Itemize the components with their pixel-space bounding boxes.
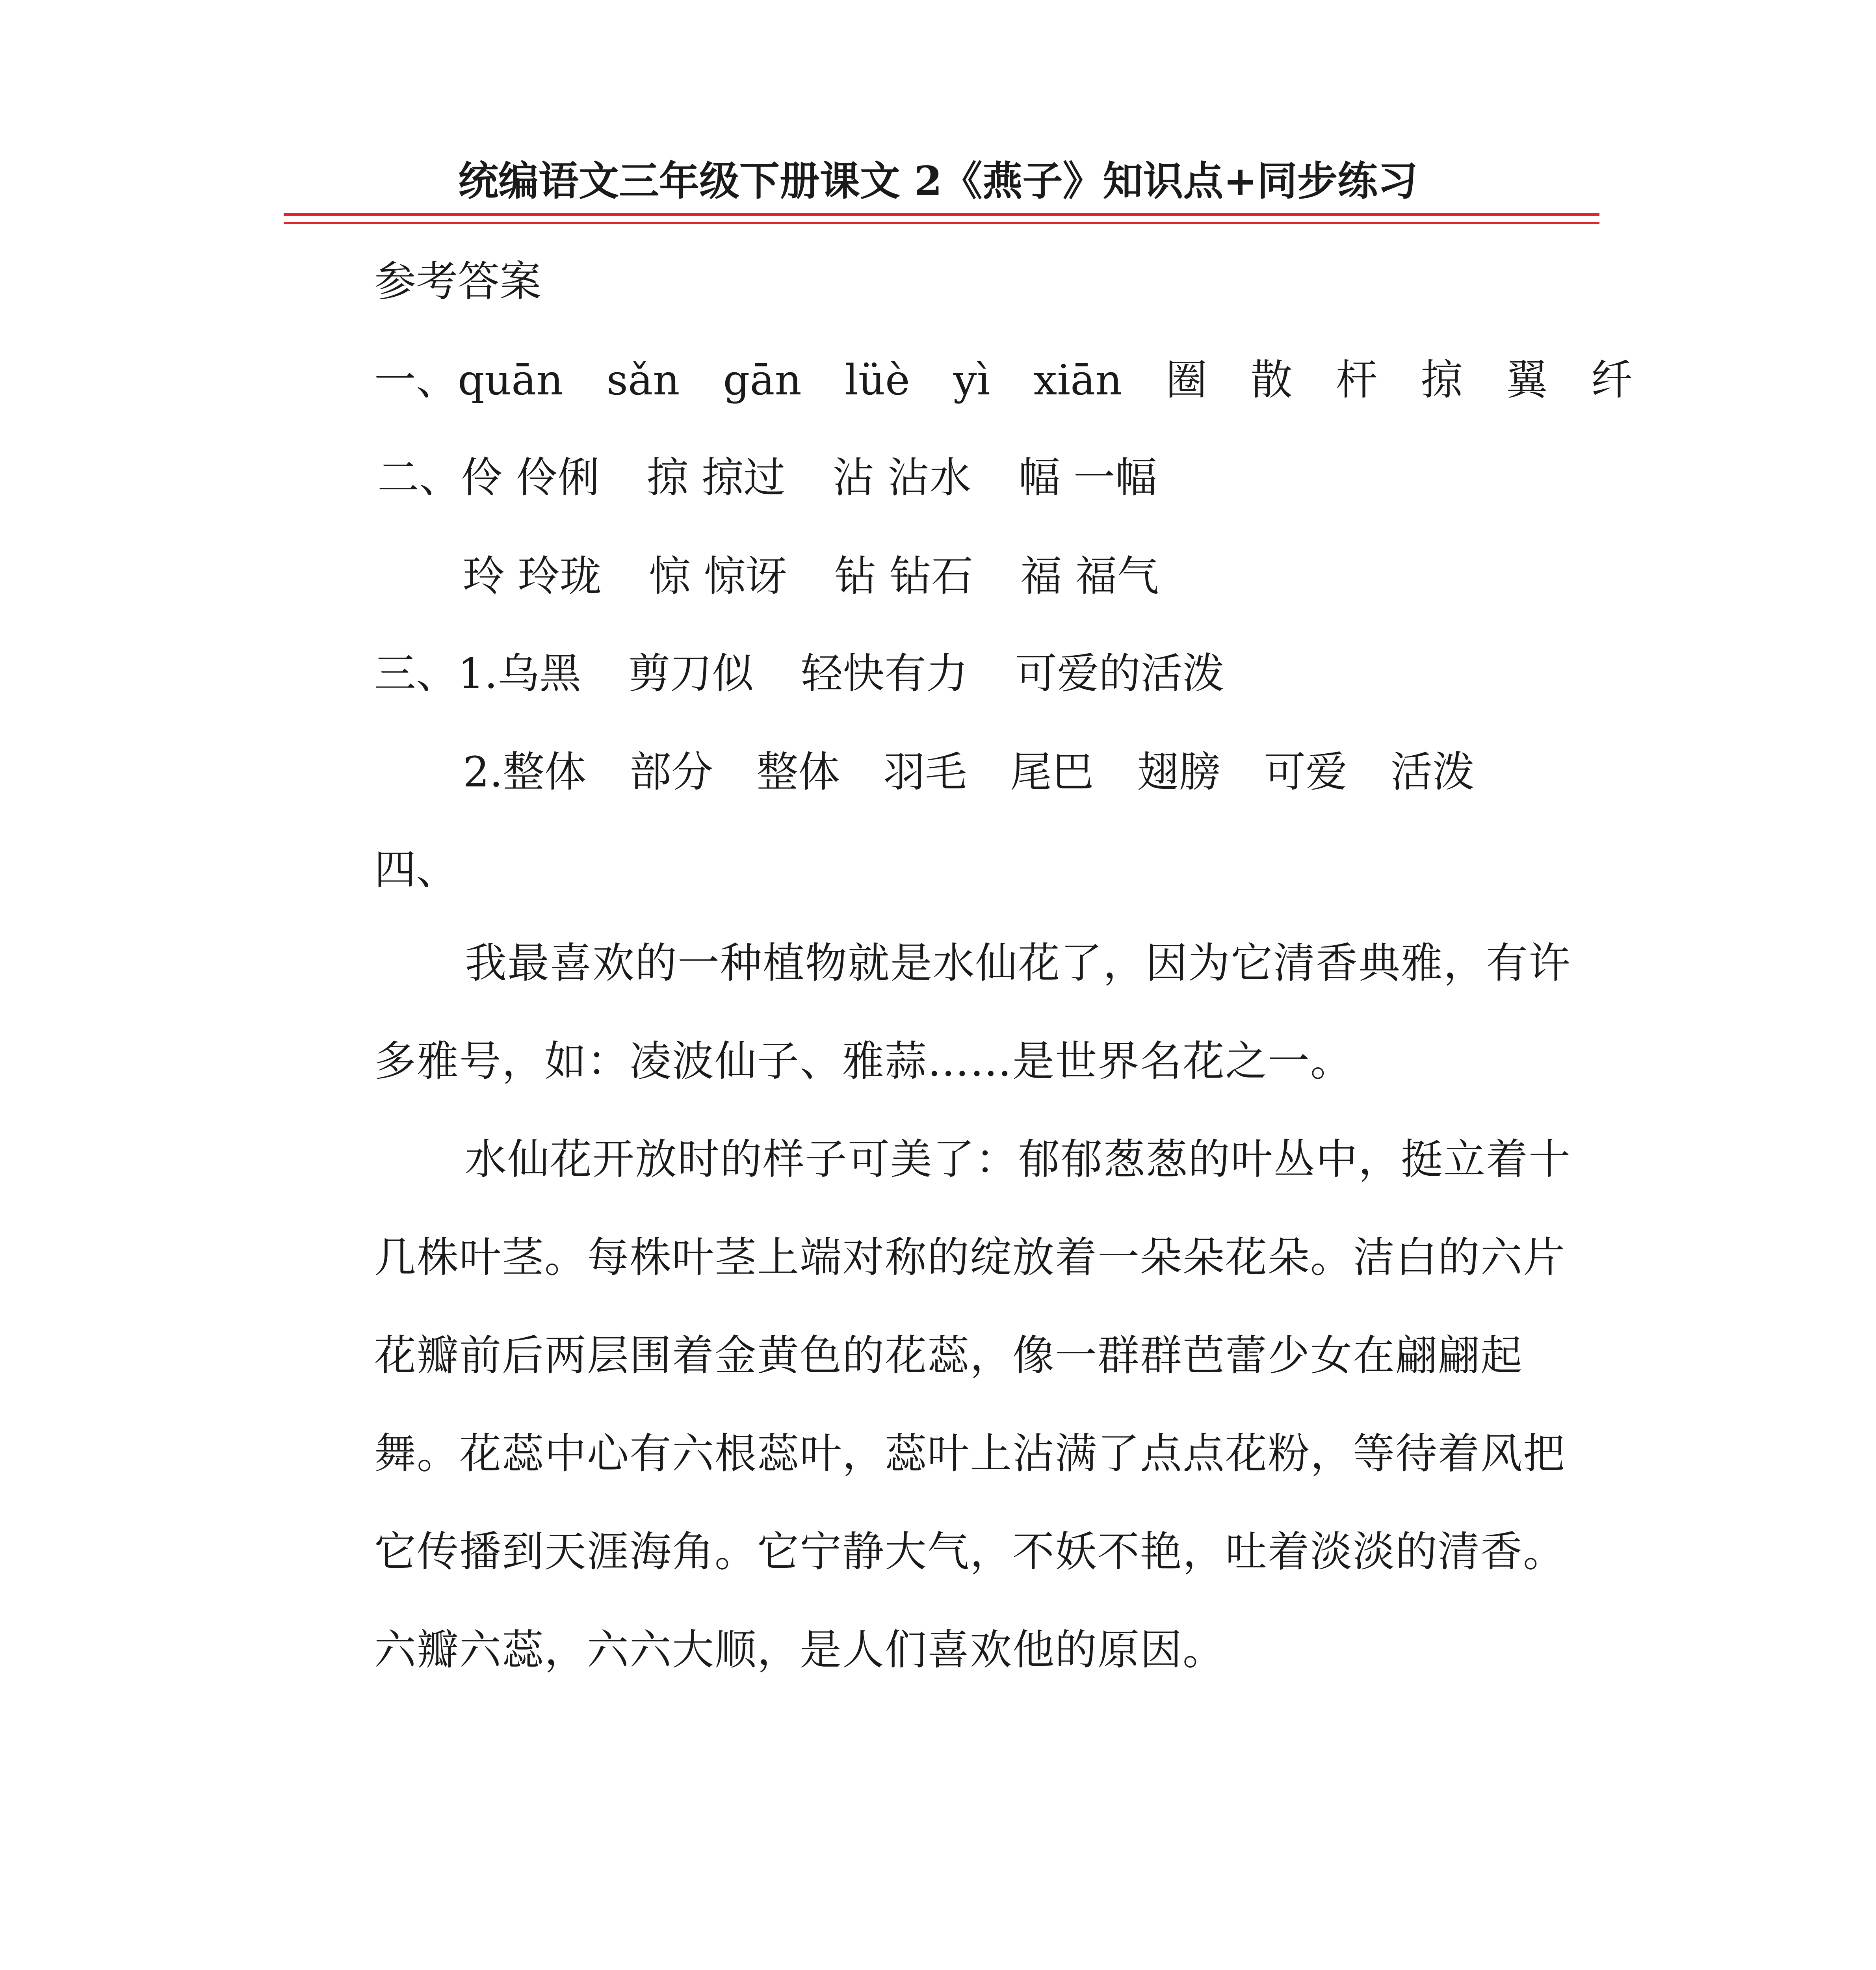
q3-item: 剪刀似 bbox=[628, 649, 754, 698]
q3-item: 整体 bbox=[756, 748, 840, 796]
q4-label: 四、 bbox=[374, 846, 458, 894]
q1-item: xiān bbox=[1033, 356, 1122, 404]
q3-item: 翅膀 bbox=[1137, 748, 1221, 796]
q3-line-2 bbox=[463, 745, 1474, 800]
q1-line bbox=[374, 353, 1633, 408]
essay-text-2: 水仙花开放时的样子可美了：郁郁葱葱的叶丛中，挺立着十几株叶茎。每株叶茎上端对称的绽放着一朵朵花朵。洁白的六片花瓣前后两层围着金黄色的花蕊，像一群群芭蕾少女在翩翩起舞。花蕊中心有六根蕊叶，蕊叶上沾满了点点花粉，等待着风把它传播到天涯海角。它宁静大气，不妖不艳，吐着淡淡的清香。六瓣六蕊，六六大顺，是人们喜欢他的原因。 bbox=[374, 1135, 1571, 1674]
q1-item: 圈 bbox=[1165, 356, 1207, 404]
header-rule-thin bbox=[284, 222, 1599, 224]
q2-item: 福 福气 bbox=[1020, 552, 1159, 600]
q1-item: 掠 bbox=[1421, 356, 1463, 404]
header-title: 统编语文三年级下册课文 2《燕子》知识点+同步练习 bbox=[458, 158, 1418, 205]
q1-item: 杆 bbox=[1335, 356, 1378, 404]
q2-line-1 bbox=[377, 450, 1157, 506]
q3-item: 2.整体 bbox=[463, 748, 587, 796]
q3-item: 可爱的活泼 bbox=[1015, 649, 1224, 698]
q2-item: 伶 伶俐 bbox=[461, 453, 600, 502]
q3-item: 羽毛 bbox=[883, 748, 967, 796]
q2-item: 沾 沾水 bbox=[832, 453, 971, 502]
essay-text-1: 我最喜欢的一种植物就是水仙花了，因为它清香典雅，有许多雅号，如：凌波仙子、雅蒜……是世界名花之一。 bbox=[374, 939, 1571, 1085]
q3-item: 尾巴 bbox=[1010, 748, 1094, 796]
q2-item: 玲 玲珑 bbox=[463, 552, 602, 600]
q3-line-1 bbox=[374, 646, 1224, 701]
q3-item: 部分 bbox=[630, 748, 713, 796]
essay-paragraph-1 bbox=[374, 914, 1599, 1110]
q1-item: 翼 bbox=[1506, 356, 1548, 404]
q2-item: 掠 掠过 bbox=[646, 453, 786, 502]
essay-paragraph-2 bbox=[374, 1110, 1599, 1699]
q3-item: 1.乌黑 bbox=[458, 649, 581, 698]
q3-item: 活泼 bbox=[1391, 748, 1475, 796]
q1-item: gān bbox=[723, 356, 802, 404]
q2-item: 钻 钻石 bbox=[834, 552, 973, 600]
header-rule-thick bbox=[284, 213, 1599, 216]
q2-label: 二、 bbox=[377, 453, 461, 502]
q3-item: 可爱 bbox=[1264, 748, 1348, 796]
q3-label: 三、 bbox=[374, 649, 458, 698]
q1-item: quān bbox=[458, 356, 563, 404]
q1-item: sǎn bbox=[606, 356, 680, 404]
q2-item: 幅 一幅 bbox=[1018, 453, 1157, 502]
q2-line-2 bbox=[463, 549, 1159, 604]
q3-item: 轻快有力 bbox=[801, 649, 968, 698]
q1-item: yì bbox=[953, 356, 990, 404]
q1-item: 纤 bbox=[1591, 356, 1633, 404]
q2-item: 惊 惊讶 bbox=[648, 552, 788, 600]
q1-label: 一、 bbox=[374, 356, 458, 404]
q1-item: lüè bbox=[845, 356, 910, 404]
q1-item: 散 bbox=[1250, 356, 1293, 404]
answer-heading: 参考答案 bbox=[374, 257, 541, 306]
